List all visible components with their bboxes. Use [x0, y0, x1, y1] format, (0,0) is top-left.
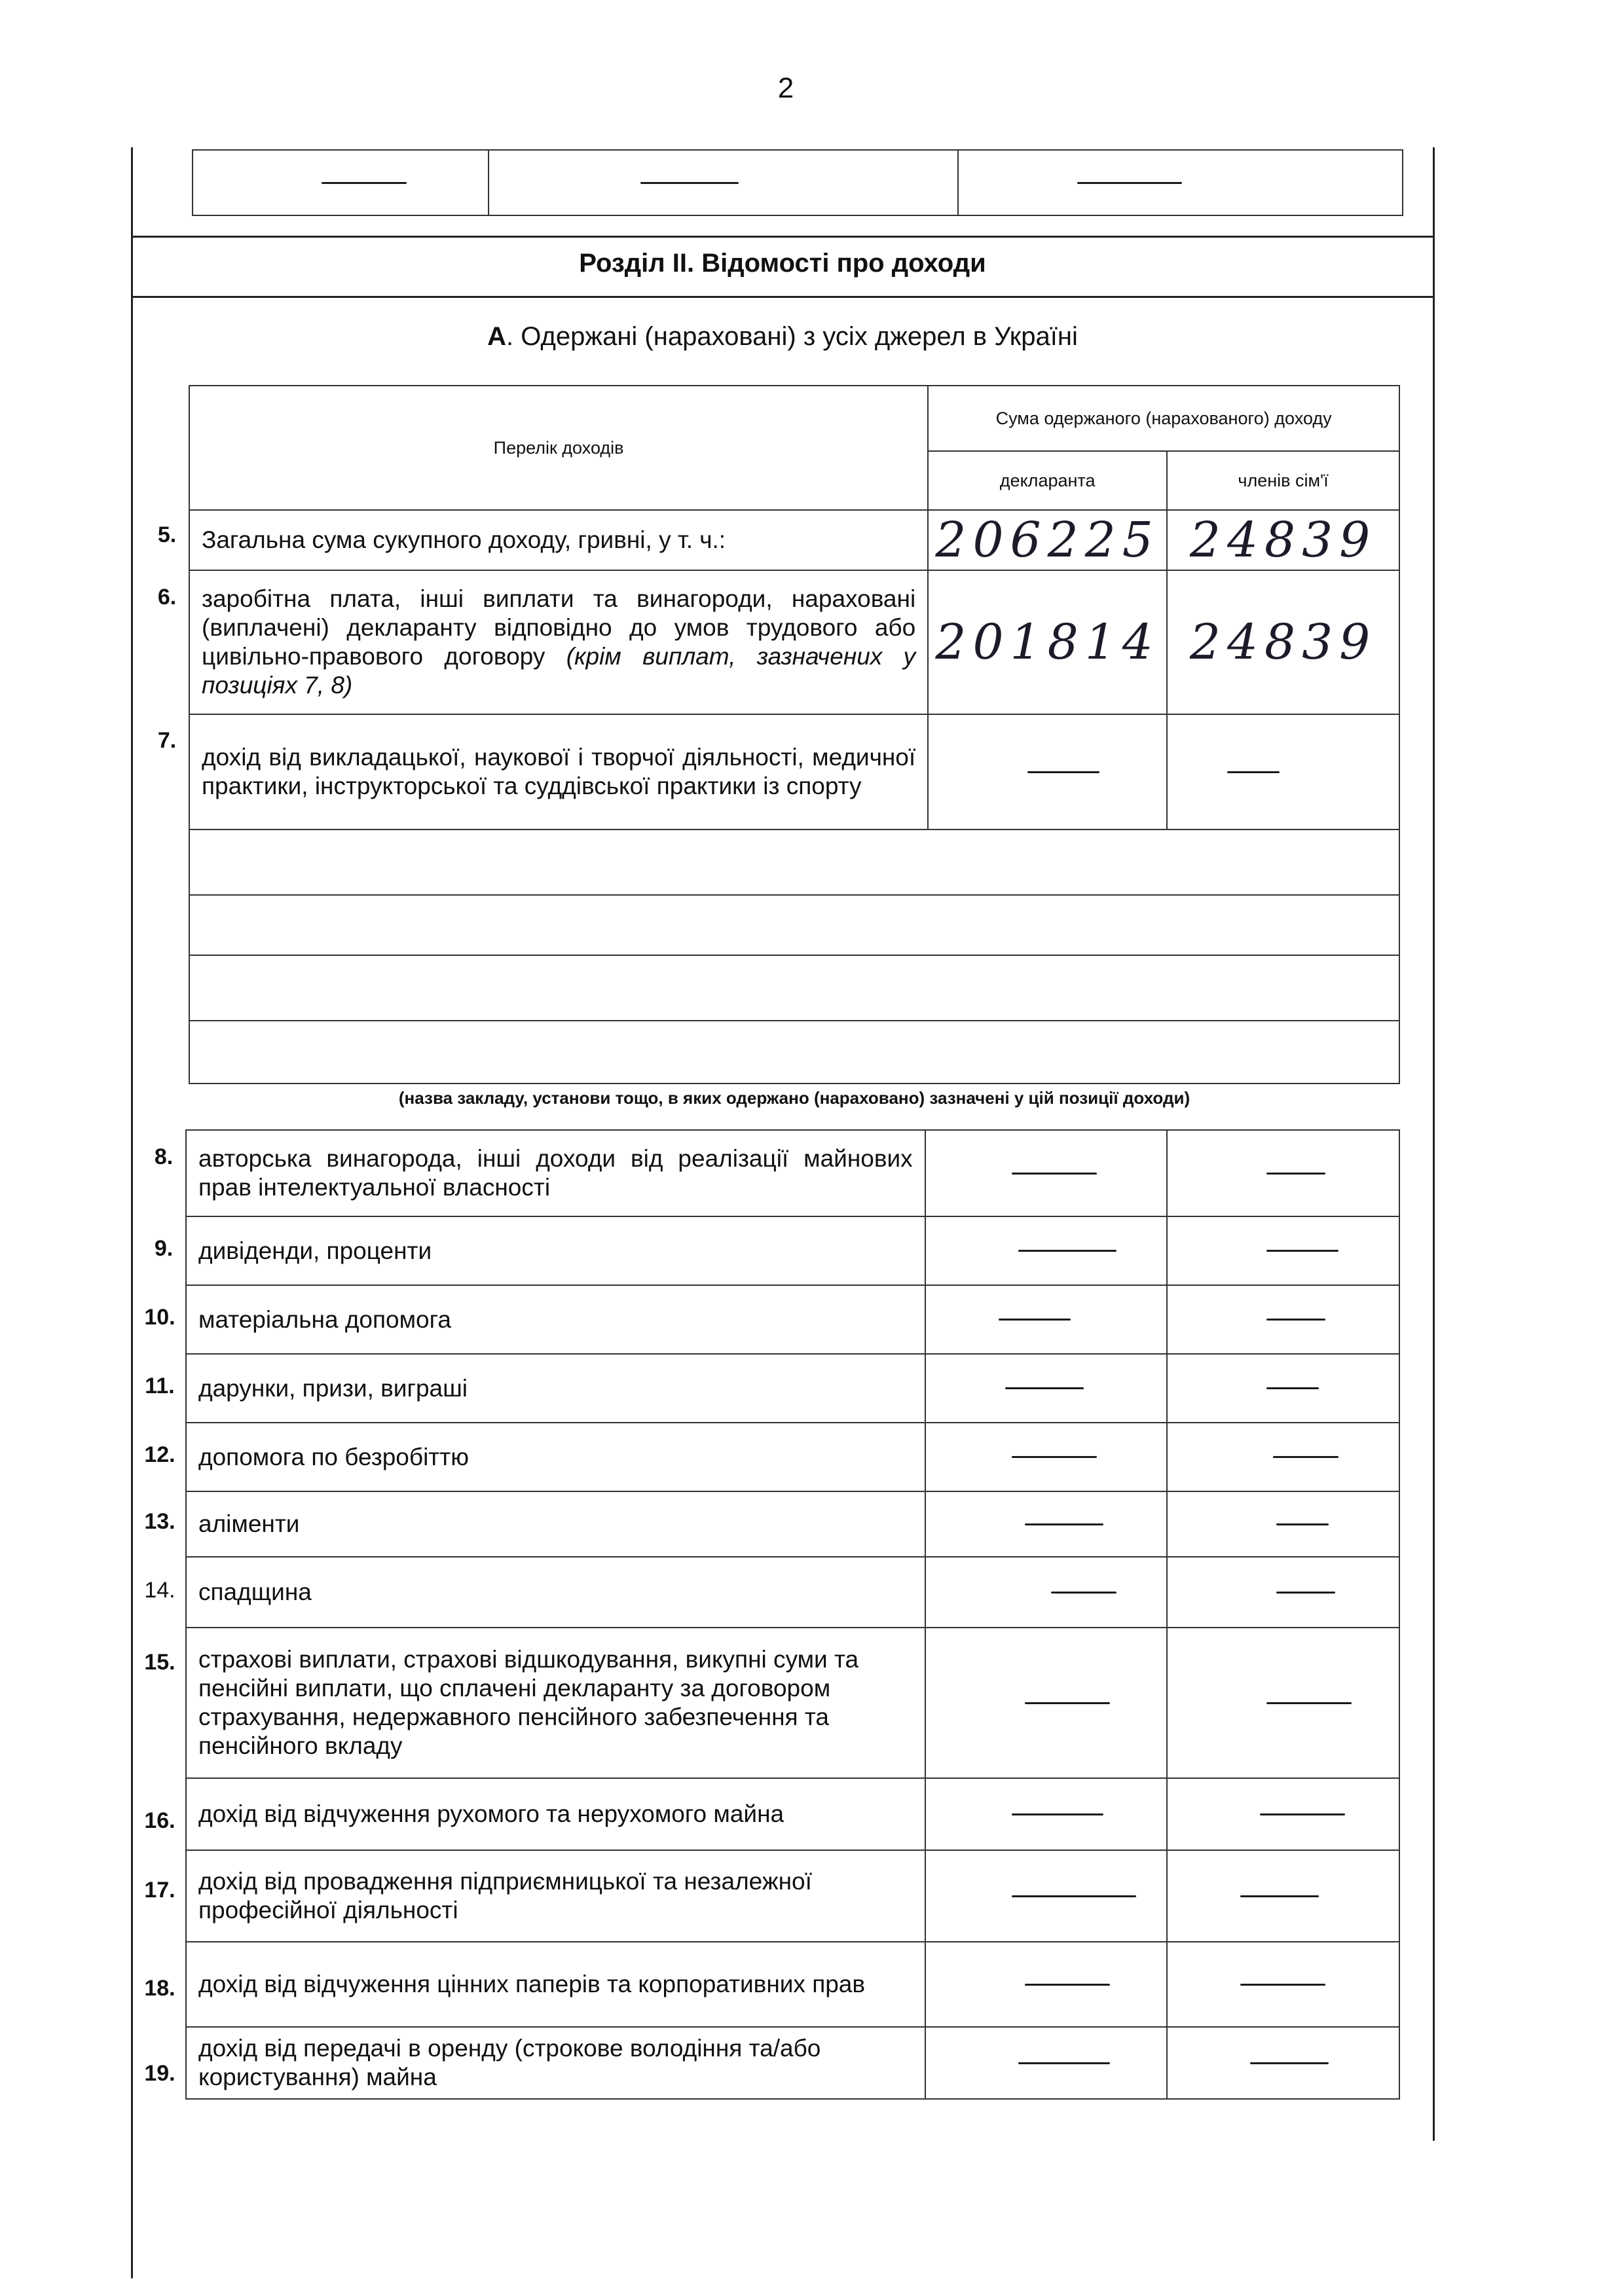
subsection-title — [131, 322, 1434, 352]
institution-line-1 — [189, 829, 1399, 895]
row-11-label: дарунки, призи, виграші — [186, 1354, 925, 1423]
dash-mark — [1250, 2062, 1329, 2064]
row-14-family — [1167, 1557, 1399, 1628]
row-9-family — [1167, 1216, 1399, 1285]
dash-mark — [1012, 1173, 1097, 1175]
row-15-label: страхові виплати, страхові відшкодування, викупні суми та пенсійні виплати, що сплачені декларанту за договором страхування, недержавного пенсійного забезпечення та пенсійного вкладу — [186, 1628, 925, 1778]
section-bottom-line — [131, 296, 1434, 298]
row-5-number: 5. — [157, 522, 177, 547]
row-14-declarant — [925, 1557, 1168, 1628]
dash-mark — [1025, 1984, 1110, 1986]
income-table-b — [185, 1129, 1400, 2100]
row-8-family — [1167, 1130, 1399, 1216]
row-9-declarant — [925, 1216, 1168, 1285]
row-5-label: Загальна сума сукупного доходу, гривні, у т. ч.: — [189, 510, 928, 570]
row-5-family: 24839 — [1167, 510, 1399, 570]
dash-mark — [1005, 1387, 1084, 1389]
row-11-family — [1167, 1354, 1399, 1423]
dash-mark — [1025, 1523, 1103, 1525]
row-5-declarant: 206225 — [928, 510, 1167, 570]
row-16-label: дохід від відчуження рухомого та нерухомого майна — [186, 1778, 925, 1850]
row-7-number: 7. — [157, 728, 177, 753]
row-15-declarant — [925, 1628, 1168, 1778]
row-6-declarant: 201814 — [928, 570, 1167, 714]
dash-mark — [1266, 1387, 1319, 1389]
dash-mark — [1027, 771, 1099, 773]
row-10-declarant — [925, 1285, 1168, 1354]
row-19-family — [1167, 2027, 1399, 2099]
row-15-number: 15. — [144, 1650, 175, 1675]
row-8-declarant — [925, 1130, 1168, 1216]
dash-mark — [1240, 1895, 1319, 1897]
row-18-number: 18. — [144, 1976, 175, 2001]
dash-mark — [640, 182, 739, 184]
row-10-label: матеріальна допомога — [186, 1285, 925, 1354]
row-9-label: дивіденди, проценти — [186, 1216, 925, 1285]
row-19-number: 19. — [144, 2061, 175, 2086]
dash-mark — [322, 182, 407, 184]
row-16-number: 16. — [144, 1808, 175, 1833]
row-9-number: 9. — [154, 1236, 174, 1261]
prev-section-table — [192, 149, 1403, 216]
row-12-label: допомога по безробіттю — [186, 1423, 925, 1491]
row-11-number: 11. — [145, 1374, 175, 1398]
family-header: членів сім'ї — [1167, 451, 1399, 510]
institution-line-4 — [189, 1021, 1399, 1084]
dash-mark — [999, 1319, 1071, 1321]
row-6-text: заробітна плата, інші виплати та винагороди, нараховані (виплачені) декларанту відповідно до умов трудового або цивільно-правового договору — [202, 585, 916, 670]
dash-mark — [1266, 1319, 1325, 1321]
row-7-label: дохід від викладацької, наукової і творчої діяльності, медичної практики, інструкторської та суддівської практики із спорту — [189, 714, 928, 829]
row-13-family — [1167, 1491, 1399, 1557]
row-7-family — [1167, 714, 1399, 829]
row-14-label: спадщина — [186, 1557, 925, 1628]
row-10-family — [1167, 1285, 1399, 1354]
row-8-number: 8. — [154, 1144, 174, 1169]
row-13-declarant — [925, 1491, 1168, 1557]
list-header: Перелік доходів — [189, 386, 928, 510]
row-18-declarant — [925, 1942, 1168, 2027]
section-top-line — [131, 236, 1434, 238]
frame-right-line — [1433, 147, 1435, 2141]
dash-mark — [1025, 1702, 1110, 1704]
row-18-family — [1167, 1942, 1399, 2027]
row-19-declarant — [925, 2027, 1168, 2099]
row-14-number: 14. — [144, 1578, 175, 1603]
prev-cell-2 — [489, 150, 958, 215]
row-11-declarant — [925, 1354, 1168, 1423]
dash-mark — [1240, 1984, 1325, 1986]
dash-mark — [1266, 1250, 1338, 1252]
dash-mark — [1266, 1173, 1325, 1175]
row-15-family — [1167, 1628, 1399, 1778]
row-17-label: дохід від провадження підприємницької та незалежної професійної діяльності — [186, 1850, 925, 1942]
amount-header: Сума одержаного (нарахованого) доходу — [928, 386, 1399, 451]
dash-mark — [1018, 1250, 1116, 1252]
dash-mark — [1012, 1895, 1136, 1897]
prev-cell-1 — [193, 150, 489, 215]
row-12-number: 12. — [144, 1442, 175, 1467]
row-7-declarant — [928, 714, 1167, 829]
institution-line-3 — [189, 955, 1399, 1021]
row-19-label: дохід від передачі в оренду (строкове володіння та/або користування) майна — [186, 2027, 925, 2099]
row-17-family — [1167, 1850, 1399, 1942]
dash-mark — [1227, 771, 1280, 773]
row-12-declarant — [925, 1423, 1168, 1491]
row-6-number: 6. — [157, 585, 177, 610]
dash-mark — [1018, 2062, 1110, 2064]
row-10-number: 10. — [144, 1305, 175, 1330]
income-table-a — [189, 385, 1400, 1084]
dash-mark — [1276, 1592, 1335, 1594]
row-16-family — [1167, 1778, 1399, 1850]
row-6-family: 24839 — [1167, 570, 1399, 714]
row-13-label: аліменти — [186, 1491, 925, 1557]
prev-cell-3 — [958, 150, 1403, 215]
dash-mark — [1051, 1592, 1116, 1594]
row-12-family — [1167, 1423, 1399, 1491]
row-6-italic: (крім виплат, зазначених у позиціях 7, 8) — [202, 643, 916, 699]
declarant-header: декларанта — [928, 451, 1167, 510]
row-17-number: 17. — [144, 1878, 175, 1903]
row-18-label: дохід від відчуження цінних паперів та корпоративних прав — [186, 1942, 925, 2027]
section-title: Розділ ІІ. Відомості про доходи — [579, 249, 986, 278]
dash-mark — [1077, 182, 1182, 184]
row-17-declarant — [925, 1850, 1168, 1942]
dash-mark — [1276, 1523, 1329, 1525]
row-13-number: 13. — [144, 1509, 175, 1534]
frame-left-line — [131, 147, 133, 2278]
subsection-letter: А — [487, 322, 507, 351]
institution-note: (назва закладу, установи тощо, в яких одержано (нараховано) зазначені у цій позиції доходи) — [398, 1088, 1190, 1108]
institution-line-2 — [189, 895, 1399, 955]
row-6-label — [189, 570, 928, 714]
page-number: 2 — [777, 72, 794, 104]
row-16-declarant — [925, 1778, 1168, 1850]
dash-mark — [1012, 1456, 1097, 1458]
row-8-label: авторська винагорода, інші доходи від реалізації майнових прав інтелектуальної власності — [186, 1130, 925, 1216]
dash-mark — [1260, 1813, 1345, 1815]
subsection-text: . Одержані (нараховані) з усіх джерел в Україні — [506, 322, 1078, 351]
dash-mark — [1266, 1702, 1352, 1704]
dash-mark — [1012, 1813, 1103, 1815]
dash-mark — [1273, 1456, 1338, 1458]
